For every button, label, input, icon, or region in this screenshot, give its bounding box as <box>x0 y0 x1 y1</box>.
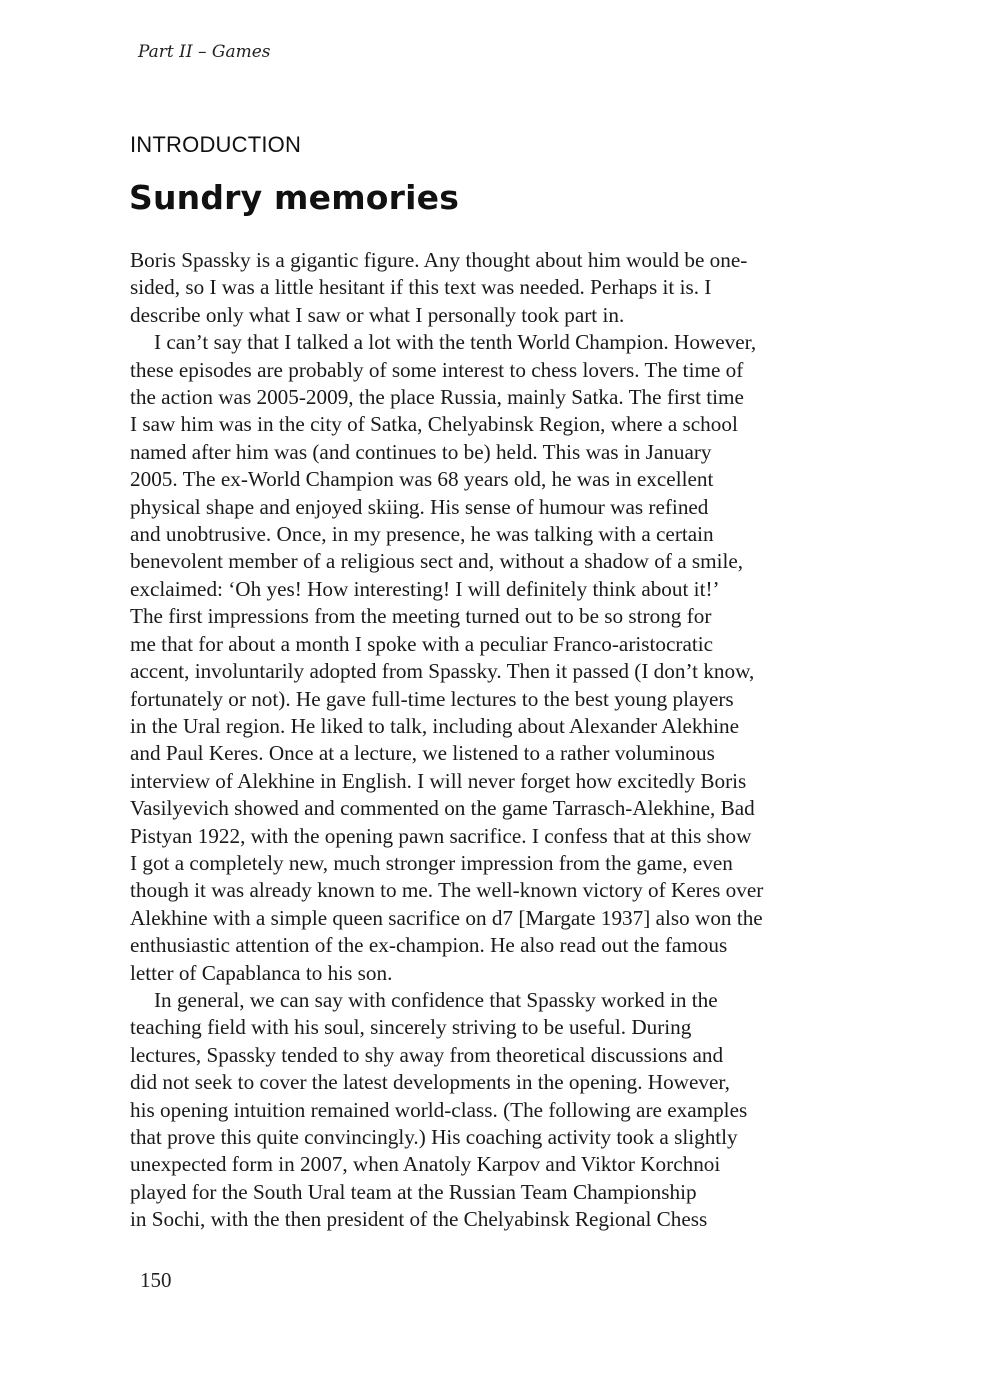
text-line: played for the South Ural team at the Russian Team Championship <box>130 1179 697 1204</box>
paragraph-start-line: I can’t say that I talked a lot with the tenth World Champion. However, <box>154 330 757 355</box>
body-text <box>130 247 870 1234</box>
text-line: these episodes are probably of some interest to chess lovers. The time of <box>130 357 744 382</box>
text-line: accent, involuntarily adopted from Spassky. Then it passed (I don’t know, <box>130 659 755 684</box>
chapter-title: Sundry memories <box>129 178 460 217</box>
text-line: unexpected form in 2007, when Anatoly Karpov and Viktor Korchnoi <box>130 1152 721 1177</box>
text-line: and unobtrusive. Once, in my presence, he was talking with a certain <box>130 522 714 547</box>
text-line: I saw him was in the city of Satka, Chelyabinsk Region, where a school <box>130 412 738 437</box>
text-line: me that for about a month I spoke with a peculiar Franco-aristocratic <box>130 631 714 656</box>
text-line: letter of Capablanca to his son. <box>130 960 393 985</box>
page-number: 150 <box>140 1268 172 1292</box>
text-line: teaching field with his soul, sincerely striving to be useful. During <box>130 1015 692 1040</box>
text-line: named after him was (and continues to be) held. This was in January <box>130 439 712 464</box>
text-line: lectures, Spassky tended to shy away from theoretical discussions and <box>130 1042 724 1067</box>
paragraph-start-line: In general, we can say with confidence that Spassky worked in the <box>154 987 718 1012</box>
text-line: fortunately or not). He gave full-time lectures to the best young players <box>130 686 734 711</box>
text-line: interview of Alekhine in English. I will never forget how excitedly Boris <box>130 768 747 793</box>
text-line: Boris Spassky is a gigantic figure. Any thought about him would be one- <box>130 248 748 272</box>
text-line: The first impressions from the meeting turned out to be so strong for <box>130 604 712 629</box>
text-line: benevolent member of a religious sect and, without a shadow of a smile, <box>130 549 744 574</box>
text-line: Vasilyevich showed and commented on the game Tarrasch-Alekhine, Bad <box>130 796 755 821</box>
text-line: and Paul Keres. Once at a lecture, we listened to a rather voluminous <box>130 741 715 766</box>
text-line: Pistyan 1922, with the opening pawn sacrifice. I confess that at this show <box>130 823 752 848</box>
text-line: Alekhine with a simple queen sacrifice on d7 [Margate 1937] also won the <box>130 905 763 930</box>
text-line: exclaimed: ‘Oh yes! How interesting! I will definitely think about it!’ <box>130 576 720 601</box>
text-line: in Sochi, with the then president of the Chelyabinsk Regional Chess <box>130 1207 708 1232</box>
text-line: describe only what I saw or what I personally took part in. <box>130 302 625 327</box>
text-line: 2005. The ex-World Champion was 68 years old, he was in excellent <box>130 467 714 492</box>
text-line: in the Ural region. He liked to talk, including about Alexander Alekhine <box>130 713 739 738</box>
text-line: physical shape and enjoyed skiing. His sense of humour was refined <box>130 494 709 519</box>
running-head: Part II – Games <box>138 42 271 62</box>
text-line: though it was already known to me. The well-known victory of Keres over <box>130 878 764 903</box>
text-line: I got a completely new, much stronger impression from the game, even <box>130 850 733 875</box>
section-label: INTRODUCTION <box>130 132 302 157</box>
text-line: the action was 2005-2009, the place Russia, mainly Satka. The first time <box>130 385 744 410</box>
text-line: his opening intuition remained world-class. (The following are examples <box>130 1097 748 1122</box>
text-line: sided, so I was a little hesitant if this text was needed. Perhaps it is. I <box>130 275 712 300</box>
text-line: that prove this quite convincingly.) His coaching activity took a slightly <box>130 1125 738 1149</box>
text-line: did not seek to cover the latest developments in the opening. However, <box>130 1070 730 1095</box>
text-line: enthusiastic attention of the ex-champion. He also read out the famous <box>130 933 728 958</box>
